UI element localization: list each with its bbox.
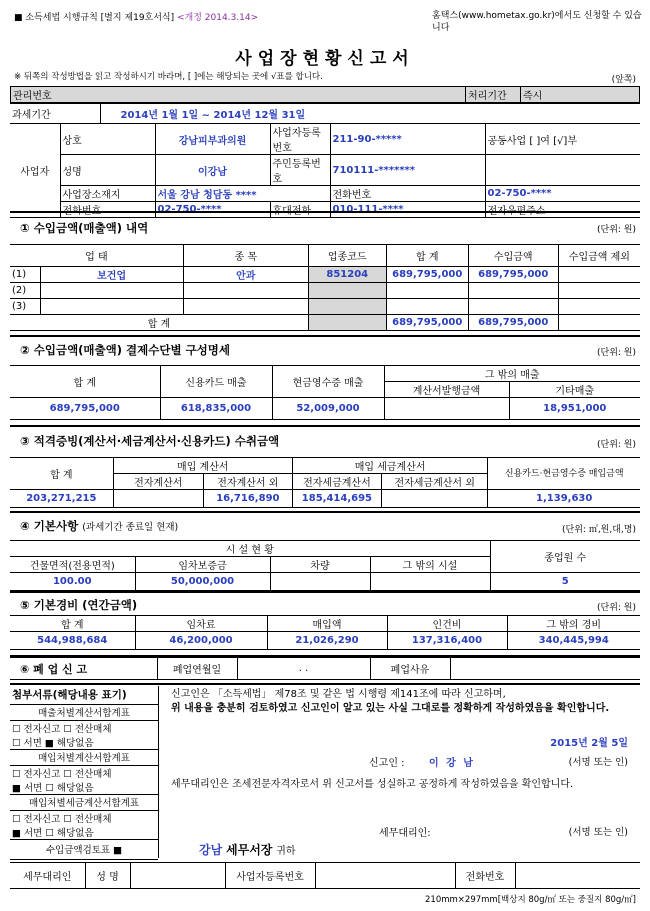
section2-title: ② 수입금액(매출액) 결제수단별 구성명세 [20, 343, 231, 357]
table-row: (1) 보건업 안과 851204 689,795,000 689,795,000 [10, 267, 640, 283]
name-value: 이강남 [155, 155, 270, 186]
section2-unit: (단위: 원) [597, 348, 636, 358]
section4-unit: (단위: ㎡,원,대,명) [562, 525, 636, 535]
phone-value: 02-750-**** [485, 186, 640, 202]
receipt-total: 203,271,215 [10, 490, 113, 508]
instruction-note: ※ 뒤쪽의 작성방법을 읽고 작성하시기 바라며, [ ]에는 해당되는 곳에 √표를 합니다. [14, 72, 323, 82]
processing-period-value: 즉시 [521, 87, 640, 103]
hometax-note: 홈택스(www.hometax.go.kr)에서도 신청할 수 있습니다 [432, 11, 642, 33]
payment-method-table: 합 계 신용카드 매출 현금영수증 매출 그 밖의 매출 계산서발행금액 기타매출 689,795,000 618,835,000 52,009,000 18,951,000 [10, 365, 640, 420]
declaration: 신고인은 「소득세법」 제78조 및 같은 법 시행령 제141조에 따라 신고하며, 위 내용을 충분히 검토하였고 신고인이 알고 있는 사실 그대로를 정확하게 작성하였음을 확인합니다. 2015년 2월 5일 신고인 : 이 강 남 (서명 또는 인) 세무대리인은 조세전문자격자로서 위 신고서를 성실하고 공정하게 작성하였음을 확인합니다. 세무대리인: (서명 또는 인) 강남 세무서장 귀하 [158, 686, 640, 858]
tax-period-label: 과세기간 [10, 104, 100, 124]
business-info-table [10, 123, 640, 218]
attachments-table: 첨부서류(해당내용 표기) 매출처별계산서합계표 ☐ 전자신고 ☐ 전산매체 ☐ 서면 ■ 해당없음 매입처별계산서합계표 ☐ 전자신고 ☐ 전산매체 ■ 서면 ☐ 해당없음 매입처별세금계산서합계표 ☐ 전자신고 ☐ 전산매체 ■ 서면 ☐ 해당없음 수입금액검토표 ■ [10, 686, 158, 860]
page-side: (앞쪽) [611, 75, 636, 85]
mobile-value: 010-111-**** [330, 202, 485, 218]
tax-period-value: 2014년 1월 1일 ~ 2014년 12월 31일 [100, 104, 640, 124]
form-rule: ■ 소득세법 시행규칙 [별지 제19호서식] <개정 2014.3.14> [14, 13, 259, 23]
management-table [10, 86, 640, 103]
payment-invoice [384, 398, 509, 420]
payment-other: 18,951,000 [509, 398, 640, 420]
email-label: 전자우편주소 [485, 202, 640, 218]
form-title: 사업장현황신고서 [235, 49, 415, 69]
table-row: (2) [10, 283, 640, 299]
reg-no-value: 211-90-***** [330, 124, 485, 155]
rrn-value: 710111-******* [330, 155, 485, 186]
payment-card: 618,835,000 [160, 398, 272, 420]
col-business-type: 업 태 [10, 245, 183, 267]
col-code: 업종코드 [308, 245, 386, 267]
business-label: 사업자 [10, 124, 60, 218]
expense-table: 합 계 임차료 매입액 인건비 그 밖의 경비 544,988,684 46,200,000 21,026,290 137,316,400 340,445,994 [10, 615, 640, 650]
tel-label: 전화번호 [60, 202, 155, 218]
tax-period-table [10, 103, 640, 124]
col-income: 수입금액 [468, 245, 558, 267]
address-label: 사업장소재지 [60, 186, 155, 202]
sum-row: 합 계 689,795,000 689,795,000 [10, 315, 640, 331]
payment-cash: 52,009,000 [272, 398, 384, 420]
address-value: 서울 강남 청담동 **** [155, 186, 330, 202]
col-total: 합 계 [386, 245, 468, 267]
declaration-date: 2015년 2월 5일 [550, 738, 628, 749]
reporter-name: 이 강 남 [429, 758, 475, 769]
section5-title: ⑤ 기본경비 (연간금액) [20, 598, 138, 612]
mobile-label: 휴대전화 [270, 202, 330, 218]
trade-name-label: 상호 [60, 124, 155, 155]
tel-value: 02-750-**** [155, 202, 270, 218]
joint-business: 공동사업 [ ]여 [√]부 [485, 124, 640, 155]
phone-label: 전화번호 [330, 186, 485, 202]
table-row: (3) [10, 299, 640, 315]
tax-office: 강남 세무서장 귀하 [199, 843, 296, 857]
closure-table: ⑥ 폐 업 신 고 폐업연월일 . . 폐업사유 [10, 657, 640, 680]
col-item: 종 목 [183, 245, 308, 267]
payment-total: 689,795,000 [10, 398, 160, 420]
receipt-table: 합 계 매입 계산서 매입 세금계산서 신용카드·현금영수증 매입금액 전자계산서 전자계산서 외 전자세금계산서 전자세금계산서 외 203,271,215 16,716,890 185,414,695 1,139,630 [10, 457, 640, 508]
col-excluded: 수입금액 제외 [558, 245, 640, 267]
section4-title: ④ 기본사항 (과세기간 종료일 현재) [20, 519, 179, 533]
basic-info-table: 시 설 현 황 종업원 수 건물면적(전용면적) 임차보증금 차량 그 밖의 시설 100.00 50,000,000 5 [10, 540, 640, 591]
paper-spec: 210mm×297mm[백상지 80g/㎡ 또는 중질지 80g/㎡] [425, 895, 636, 905]
name-label: 성명 [60, 155, 155, 186]
section5-unit: (단위: 원) [597, 603, 636, 613]
section3-title: ③ 적격증빙(계산서·세금계산서·신용카드) 수취금액 [20, 434, 280, 448]
section3-unit: (단위: 원) [597, 440, 636, 450]
processing-period-label: 처리기간 [466, 87, 521, 103]
section6-title: ⑥ 폐 업 신 고 [10, 658, 157, 680]
management-number-label: 관리번호 [11, 87, 466, 103]
trade-name-value: 강남피부과의원 [155, 124, 270, 155]
rrn-label: 주민등록번호 [270, 155, 330, 186]
footer-table: 세무대리인 성 명 사업자등록번호 전화번호 [10, 862, 640, 889]
section1-unit: (단위: 원) [597, 225, 636, 235]
section1-title: ① 수입금액(매출액) 내역 [20, 221, 149, 235]
income-table [10, 244, 640, 331]
reg-no-label: 사업자등록번호 [270, 124, 330, 155]
